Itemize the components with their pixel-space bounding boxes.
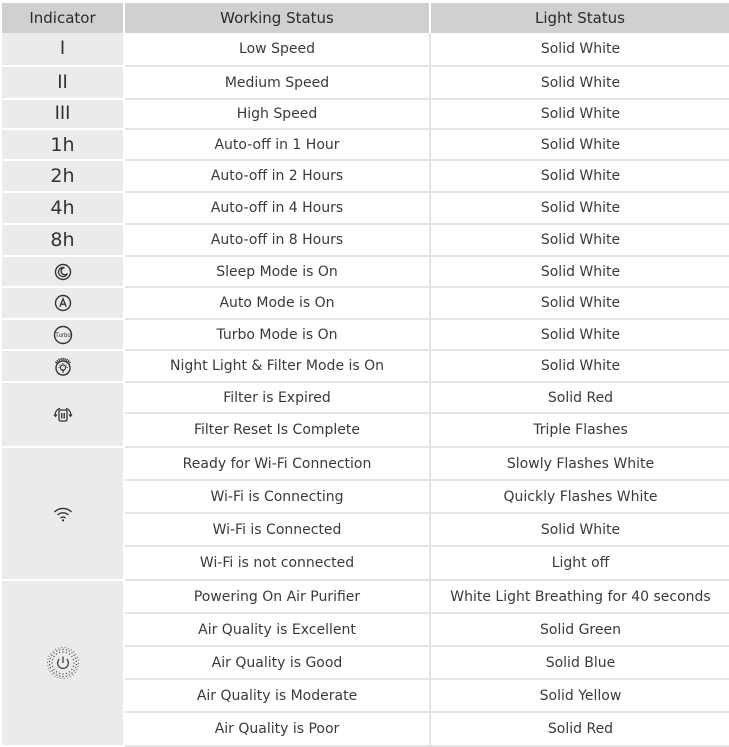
light-status: Quickly Flashes White xyxy=(430,480,729,513)
power-icon xyxy=(46,646,80,680)
light-status: Solid Red xyxy=(430,382,729,413)
indicator-speed-medium: II xyxy=(2,66,124,99)
table-row xyxy=(2,66,729,99)
table-row xyxy=(2,447,729,480)
light-status: Solid Green xyxy=(430,613,729,646)
turbo-icon-label: Turbo xyxy=(54,332,71,339)
turbo-mode-icon xyxy=(53,325,73,345)
indicator-power xyxy=(2,580,124,746)
light-status: Solid White xyxy=(430,287,729,319)
table-row xyxy=(2,160,729,192)
working-status: Auto-off in 8 Hours xyxy=(124,224,430,256)
light-status: Solid White xyxy=(430,256,729,287)
light-status: Solid White xyxy=(430,192,729,224)
light-status: Solid Yellow xyxy=(430,679,729,712)
light-status: Solid White xyxy=(430,350,729,382)
table-row xyxy=(2,192,729,224)
table-row xyxy=(2,224,729,256)
indicator-speed-low: I xyxy=(2,33,124,66)
sleep-mode-icon xyxy=(54,263,72,281)
light-status: Solid White xyxy=(430,99,729,129)
table-row xyxy=(2,382,729,413)
auto-mode-icon xyxy=(54,294,72,312)
light-status: White Light Breathing for 40 seconds xyxy=(430,580,729,613)
light-status: Solid White xyxy=(430,319,729,350)
indicator-sleep xyxy=(2,256,124,287)
light-status: Slowly Flashes White xyxy=(430,447,729,480)
working-status: Wi-Fi is Connected xyxy=(124,513,430,546)
indicator-timer-8h: 8h xyxy=(2,224,124,256)
working-status: Auto-off in 2 Hours xyxy=(124,160,430,192)
working-status: Filter is Expired xyxy=(124,382,430,413)
working-status: Wi-Fi is Connecting xyxy=(124,480,430,513)
light-status: Solid White xyxy=(430,160,729,192)
working-status: Auto-off in 1 Hour xyxy=(124,129,430,160)
light-status: Solid White xyxy=(430,66,729,99)
working-status: Ready for Wi-Fi Connection xyxy=(124,447,430,480)
indicator-table xyxy=(2,3,729,747)
light-status: Solid Blue xyxy=(430,646,729,679)
header-light-status: Light Status xyxy=(430,3,729,33)
indicator-filter xyxy=(2,382,124,447)
light-status: Solid White xyxy=(430,129,729,160)
table-row xyxy=(2,99,729,129)
header-row xyxy=(2,3,729,33)
working-status: Sleep Mode is On xyxy=(124,256,430,287)
header-working-status: Working Status xyxy=(124,3,430,33)
indicator-wifi xyxy=(2,447,124,580)
light-status: Solid White xyxy=(430,513,729,546)
table-row xyxy=(2,319,729,350)
working-status: High Speed xyxy=(124,99,430,129)
table-row xyxy=(2,350,729,382)
indicator-night-light xyxy=(2,350,124,382)
working-status: Night Light & Filter Mode is On xyxy=(124,350,430,382)
light-status: Triple Flashes xyxy=(430,413,729,447)
table-row xyxy=(2,287,729,319)
light-status: Light off xyxy=(430,546,729,580)
table-row xyxy=(2,129,729,160)
wifi-icon xyxy=(53,506,73,522)
working-status: Medium Speed xyxy=(124,66,430,99)
indicator-timer-4h: 4h xyxy=(2,192,124,224)
working-status: Air Quality is Moderate xyxy=(124,679,430,712)
working-status: Filter Reset Is Complete xyxy=(124,413,430,447)
light-status: Solid Red xyxy=(430,712,729,746)
indicator-speed-high: III xyxy=(2,99,124,129)
working-status: Auto-off in 4 Hours xyxy=(124,192,430,224)
working-status: Air Quality is Poor xyxy=(124,712,430,746)
indicator-timer-2h: 2h xyxy=(2,160,124,192)
working-status: Wi-Fi is not connected xyxy=(124,546,430,580)
working-status: Air Quality is Excellent xyxy=(124,613,430,646)
header-indicator: Indicator xyxy=(2,3,124,33)
indicator-turbo xyxy=(2,319,124,350)
working-status: Auto Mode is On xyxy=(124,287,430,319)
light-status: Solid White xyxy=(430,33,729,66)
working-status: Low Speed xyxy=(124,33,430,66)
indicator-timer-1h: 1h xyxy=(2,129,124,160)
table-row xyxy=(2,580,729,613)
working-status: Powering On Air Purifier xyxy=(124,580,430,613)
light-status: Solid White xyxy=(430,224,729,256)
table-row xyxy=(2,33,729,66)
table-row xyxy=(2,256,729,287)
indicator-auto xyxy=(2,287,124,319)
filter-icon xyxy=(52,405,74,425)
working-status: Air Quality is Good xyxy=(124,646,430,679)
working-status: Turbo Mode is On xyxy=(124,319,430,350)
night-light-icon xyxy=(52,355,74,377)
